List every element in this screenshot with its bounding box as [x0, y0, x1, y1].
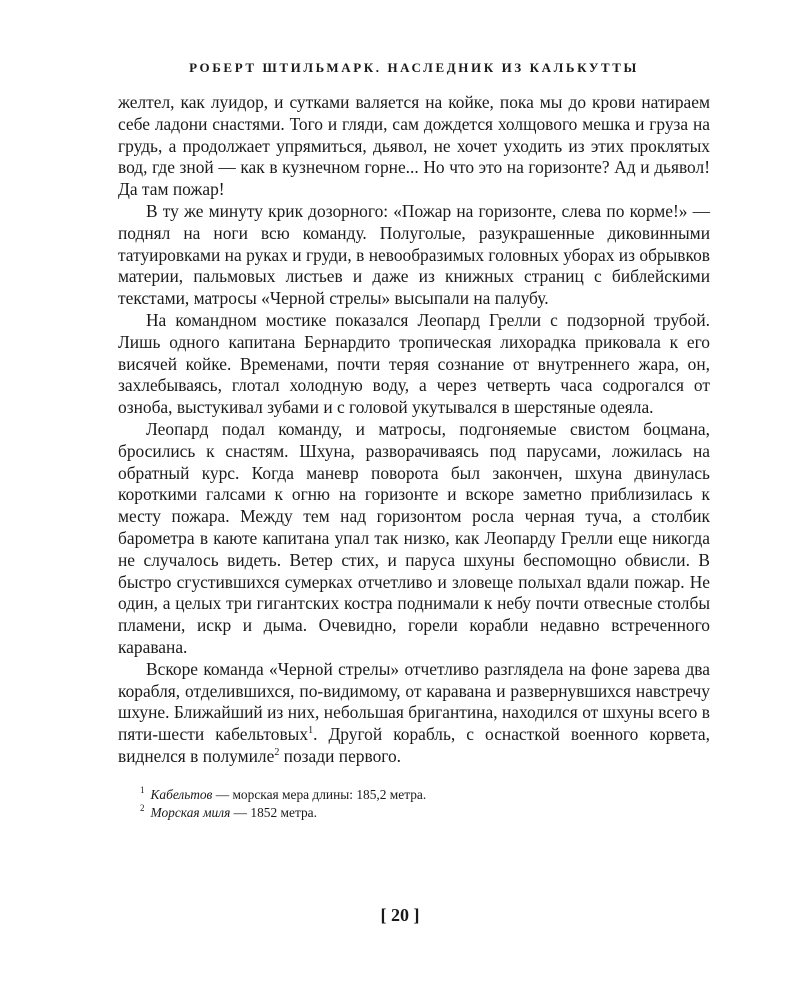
paragraph-1: желтел, как луидор, и сутками валяется на койке, пока мы до крови натираем себе ладони снастями. Того и гляди, сам дождется холщового мешка и груза на грудь, а продолжает упрямиться, дьявол, не хочет уходить из этих проклятых вод, где зной — как в кузнечном горне... Но что это на горизонте? Ад и дьявол! Да там пожар! [118, 92, 710, 200]
paragraph-5 [118, 659, 710, 768]
paragraph-5-part-1: Вскоре команда «Черной стрелы» отчетливо разглядела на фоне зарева два корабля, отделившихся, по-видимому, от каравана и развернувшихся навстречу шхуне. Ближайший из них, небольшая бригантина, находился от шхуны всего в пяти-шести кабельтовых [118, 658, 710, 745]
paragraph-5-part-3: позади первого. [279, 745, 402, 766]
footnote-1-term: Кабельтов [150, 786, 213, 802]
page-number: [ 20 ] [380, 905, 420, 925]
footnote-2-term: Морская миля [150, 804, 231, 820]
paragraph-5-part-2: . Другой корабль, с оснасткой военного корвета, виднелся в полумиле [118, 724, 710, 766]
running-head: РОБЕРТ ШТИЛЬМАРК. НАСЛЕДНИК ИЗ КАЛЬКУТТЫ [189, 60, 639, 75]
body-text [118, 92, 710, 768]
paragraph-3: На командном мостике показался Леопард Грелли с подзорной трубой. Лишь одного капитана Бернардито тропическая лихорадка приковала к его висячей койке. Временами, почти теряя сознание от внутреннего жара, он, захлебываясь, глотал холодную воду, а через четверть часа содрогался от озноба, выстукивал зубами и с головой укутывался в шерстяные одеяла. [118, 309, 710, 418]
footnote-2-definition: — 1852 метра. [230, 804, 317, 820]
page [118, 60, 710, 822]
paragraph-4: Леопард подал команду, и матросы, подгоняемые свистом боцмана, бросились к снастям. Шхуна, разворачиваясь под парусами, ложилась на обратный курс. Когда маневр поворота был закончен, шхуна двинулась короткими галсами к огню на горизонте и вскоре заметно приблизилась к месту пожара. Между тем над горизонтом росла черная туча, а столбик барометра в каюте капитана упал так низко, как Леопарду Грелли еще никогда не случалось видеть. Ветер стих, и паруса шхуны беспомощно обвисли. В быстро сгустившихся сумерках отчетливо и зловеще полыхал вдали пожар. Не один, а целых три гигантских костра поднимали к небу почти отвесные столбы пламени, искр и дыма. Очевидно, горели корабли недавно встреченного каравана. [118, 418, 710, 657]
footnote-2-mark: 2 [140, 803, 145, 814]
footnote-1-definition: — морская мера длины: 185,2 метра. [212, 786, 427, 802]
footnote-1 [140, 786, 710, 804]
paragraph-2: В ту же минуту крик дозорного: «Пожар на горизонте, слева по корме!» — поднял на ноги всю команду. Полуголые, разукрашенные диковинными татуировками на руках и груди, в невообразимых головных уборах из обрывков материи, пальмовых листьев и даже из книжных страниц с библейскими текстами, матросы «Черной стрелы» высыпали на палубу. [118, 200, 710, 309]
footnote-ref-2[interactable]: 2 [274, 747, 280, 759]
footnote-ref-1[interactable]: 1 [308, 725, 314, 737]
footnotes [118, 786, 710, 822]
footnote-2 [140, 804, 710, 822]
footnote-1-mark: 1 [140, 785, 145, 796]
